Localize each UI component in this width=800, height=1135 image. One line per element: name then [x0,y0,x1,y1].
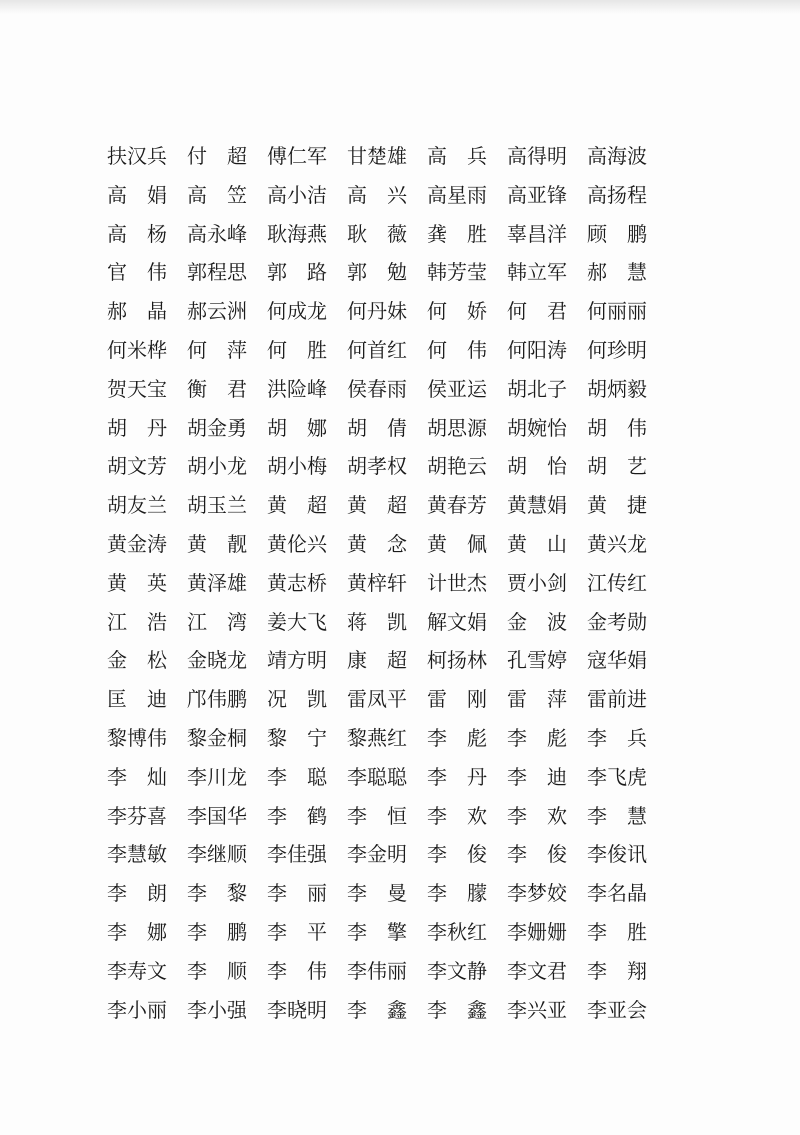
scan-top-edge [0,0,800,14]
name-entry: 郝 晶 [107,299,167,324]
name-entry: 胡 娜 [267,415,327,440]
name-entry: 黄春芳 [427,493,487,518]
name-entry: 高 娟 [107,182,167,207]
name-entry: 李兴亚 [507,997,567,1022]
name-entry: 辜昌洋 [507,221,567,246]
name-entry: 高永峰 [187,221,247,246]
name-entry: 李 兵 [587,725,647,750]
name-entry: 李 恒 [347,803,407,828]
name-entry: 李 黎 [187,881,247,906]
name-entry: 李继顺 [187,842,247,867]
name-entry: 李小丽 [107,997,167,1022]
name-entry: 李飞虎 [587,764,647,789]
name-entry: 胡艳云 [427,454,487,479]
name-entry: 况 凯 [267,687,327,712]
name-entry: 李 欢 [427,803,487,828]
name-entry: 李芬喜 [107,803,167,828]
name-entry: 李 鹏 [187,919,247,944]
name-entry: 李慧敏 [107,842,167,867]
name-entry: 李 平 [267,919,327,944]
name-entry: 江 湾 [187,609,247,634]
name-entry: 顾 鹏 [587,221,647,246]
name-entry: 黄 山 [507,531,567,556]
name-entry: 耿 薇 [347,221,407,246]
name-entry: 高 笠 [187,182,247,207]
name-entry: 扶汉兵 [107,144,167,168]
name-entry: 黄 念 [347,531,407,556]
name-entry: 高 兵 [427,144,487,168]
name-entry: 胡 倩 [347,415,407,440]
name-entry: 李 鹤 [267,803,327,828]
name-entry: 雷 萍 [507,687,567,712]
name-entry: 江 浩 [107,609,167,634]
name-entry: 李 彪 [507,725,567,750]
name-entry: 金考勋 [587,609,647,634]
name-entry: 姜大飞 [267,609,327,634]
name-entry: 黎 宁 [267,725,327,750]
name-entry: 李 鑫 [427,997,487,1022]
name-entry: 李 彪 [427,725,487,750]
name-entry: 解文娟 [427,609,487,634]
name-entry: 柯扬林 [427,648,487,673]
name-entry: 胡 伟 [587,415,647,440]
name-entry: 贾小剑 [507,570,567,595]
name-entry: 计世杰 [427,570,487,595]
name-entry: 黎博伟 [107,725,167,750]
name-entry: 高扬程 [587,182,647,207]
name-entry: 胡 艺 [587,454,647,479]
name-entry: 黎燕红 [347,725,407,750]
name-entry: 李 欢 [507,803,567,828]
name-entry: 贺天宝 [107,376,167,401]
name-entry: 何珍明 [587,337,647,362]
name-entry: 金 波 [507,609,567,634]
name-entry: 胡婉怡 [507,415,567,440]
name-entry: 李 朦 [427,881,487,906]
name-entry: 李 朗 [107,881,167,906]
name-entry: 胡 丹 [107,415,167,440]
name-entry: 李金明 [347,842,407,867]
name-entry: 黎金桐 [187,725,247,750]
name-entry: 郭程思 [187,260,247,285]
name-entry: 何丹妹 [347,299,407,324]
name-entry: 何阳涛 [507,337,567,362]
name-entry: 何 伟 [427,337,487,362]
name-entry: 何 娇 [427,299,487,324]
name-entry: 李亚会 [587,997,647,1022]
name-entry: 黄 靓 [187,531,247,556]
name-entry: 胡文芳 [107,454,167,479]
name-entry: 李 俊 [427,842,487,867]
name-entry: 李寿文 [107,958,167,983]
name-entry: 胡孝权 [347,454,407,479]
name-entry: 黄梓轩 [347,570,407,595]
name-entry: 孔雪婷 [507,648,567,673]
name-entry: 李 迪 [507,764,567,789]
name-entry: 李小强 [187,997,247,1022]
name-entry: 官 伟 [107,260,167,285]
name-entry: 李 擎 [347,919,407,944]
name-entry: 李 胜 [587,919,647,944]
name-entry: 胡思源 [427,415,487,440]
name-entry: 李秋红 [427,919,487,944]
name-entry: 胡友兰 [107,493,167,518]
name-entry: 李 慧 [587,803,647,828]
name-entry: 黄泽雄 [187,570,247,595]
name-entry: 甘楚雄 [347,144,407,168]
name-entry: 高小洁 [267,182,327,207]
name-entry: 李 灿 [107,764,167,789]
name-entry: 郝 慧 [587,260,647,285]
name-entry: 李名晶 [587,881,647,906]
name-entry: 黄兴龙 [587,531,647,556]
name-entry: 高得明 [507,144,567,168]
name-entry: 李 丽 [267,881,327,906]
name-entry: 李文君 [507,958,567,983]
name-entry: 黄伦兴 [267,531,327,556]
name-entry: 李 俊 [507,842,567,867]
name-entry: 郝云洲 [187,299,247,324]
name-entry: 何 萍 [187,337,247,362]
name-entry: 黄 超 [347,493,407,518]
name-entry: 李聪聪 [347,764,407,789]
name-entry: 李 娜 [107,919,167,944]
name-entry: 何首红 [347,337,407,362]
name-entry: 何丽丽 [587,299,647,324]
name-entry: 韩立军 [507,260,567,285]
name-entry: 胡小龙 [187,454,247,479]
name-entry: 李晓明 [267,997,327,1022]
name-entry: 金晓龙 [187,648,247,673]
name-entry: 耿海燕 [267,221,327,246]
name-entry: 傅仁军 [267,144,327,168]
name-entry: 郭 勉 [347,260,407,285]
name-entry: 李川龙 [187,764,247,789]
name-entry: 匡 迪 [107,687,167,712]
name-entry: 韩芳莹 [427,260,487,285]
name-entry: 李 翔 [587,958,647,983]
name-entry: 李文静 [427,958,487,983]
name-entry: 李国华 [187,803,247,828]
name-entry: 付 超 [187,144,247,168]
name-entry: 康 超 [347,648,407,673]
name-entry: 雷 刚 [427,687,487,712]
name-entry: 雷凤平 [347,687,407,712]
name-entry: 李 伟 [267,958,327,983]
name-entry: 李 鑫 [347,997,407,1022]
name-entry: 黄 超 [267,493,327,518]
name-entry: 龚 胜 [427,221,487,246]
name-entry: 江传红 [587,570,647,595]
name-entry: 蒋 凯 [347,609,407,634]
name-entry: 李 丹 [427,764,487,789]
name-entry: 雷前进 [587,687,647,712]
name-entry: 何 胜 [267,337,327,362]
name-entry: 郭 路 [267,260,327,285]
name-entry: 高海波 [587,144,647,168]
name-entry: 侯春雨 [347,376,407,401]
name-entry: 何米桦 [107,337,167,362]
name-entry: 黄 佩 [427,531,487,556]
name-entry: 胡 怡 [507,454,567,479]
name-entry: 靖方明 [267,648,327,673]
name-entry: 高 兴 [347,182,407,207]
name-entry: 黄志桥 [267,570,327,595]
name-entry: 黄 捷 [587,493,647,518]
name-entry: 胡金勇 [187,415,247,440]
name-entry: 何 君 [507,299,567,324]
name-entry: 胡北子 [507,376,567,401]
name-entry: 胡小梅 [267,454,327,479]
name-entry: 胡炳毅 [587,376,647,401]
name-entry: 何成龙 [267,299,327,324]
name-entry: 胡玉兰 [187,493,247,518]
name-entry: 李佳强 [267,842,327,867]
name-entry: 黄慧娟 [507,493,567,518]
name-entry: 高 杨 [107,221,167,246]
name-entry: 李姗姗 [507,919,567,944]
name-entry: 黄金涛 [107,531,167,556]
name-entry: 金 松 [107,648,167,673]
name-entry: 李俊讯 [587,842,647,867]
name-entry: 高星雨 [427,182,487,207]
name-entry: 衡 君 [187,376,247,401]
name-entry: 洪险峰 [267,376,327,401]
name-list [97,142,657,1034]
name-entry: 李伟丽 [347,958,407,983]
name-entry: 黄 英 [107,570,167,595]
name-entry: 寇华娟 [587,648,647,673]
name-entry: 邝伟鹏 [187,687,247,712]
name-entry: 李梦姣 [507,881,567,906]
name-entry: 高亚锋 [507,182,567,207]
name-entry: 李 聪 [267,764,327,789]
name-entry: 李 曼 [347,881,407,906]
name-entry: 李 顺 [187,958,247,983]
name-entry: 侯亚运 [427,376,487,401]
